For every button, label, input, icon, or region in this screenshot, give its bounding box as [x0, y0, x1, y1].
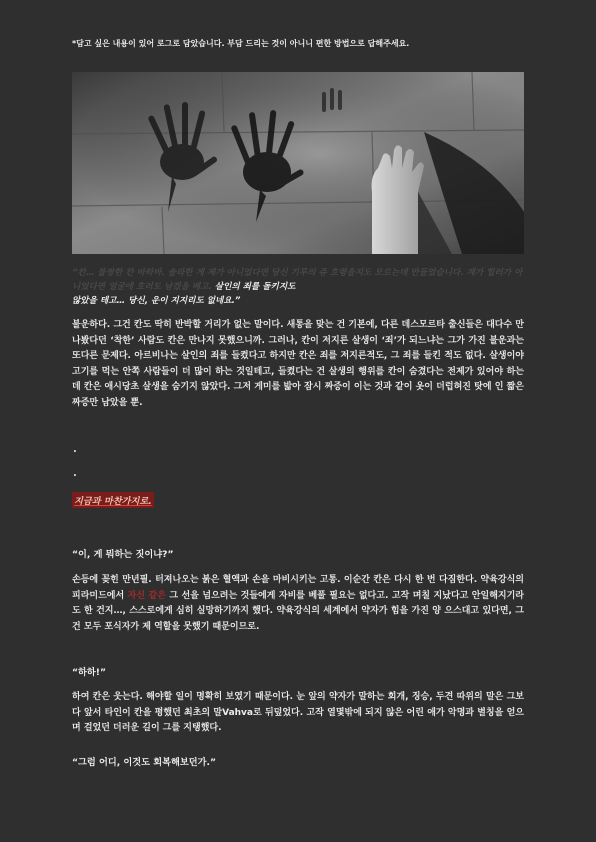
- quote-bright-text-1: 살인의 죄를 돌키지도: [214, 282, 296, 292]
- separator-dot-1: .: [73, 444, 77, 455]
- paragraph-2: [72, 573, 524, 635]
- paragraph-2-text-b: 그 선을 넘으려는 것들에게 자비를 베풀 필요는 없다고. 고작 며칠 지났다고 안일해지기라도 한 건지…, 스스로에게 심히 실망하기까지 했다. 약육강식의 세계에서 약자가 힘을 가진 양 으스대고 있다면, 그건 모두 포식자가 제 역할을 못했기 때문이므로.: [72, 590, 524, 632]
- dialogue-line-3: “그럼 어디, 이것도 회복해보던가.”: [72, 757, 217, 768]
- quote-block: [72, 266, 524, 308]
- handprints-on-wall-photo: [72, 72, 524, 254]
- paragraph-2-red-text: 자신 같은: [127, 590, 166, 601]
- quote-bright-text-2: 않았을 테고… 당신, 운이 지지리도 없네요.”: [72, 296, 241, 306]
- paragraph-2-text-a: 손등에 꽂힌 만년필. 터져나오는 붉은 혈액과 손을 마비시키는 고통. 이순간 칸은 다시 한 번 다짐한다. 약육강식의 피라미드에서: [72, 575, 524, 601]
- dialogue-line-2: “하하!”: [72, 667, 107, 678]
- handprints-illustration: [72, 72, 524, 254]
- paragraph-3: 하여 칸은 웃는다. 해야할 일이 명확히 보였기 때문이다. 눈 앞의 약자가 말하는 회개, 징승, 두견 따위의 말은 그보다 앞서 타인이 칸을 평했던 최초의 말Vahva로 뒤덮었다. 고작 열몇밖에 되지 않은 어린 애가 악명과 별칭을 얻으며 걸었던 더러운 길이 그를 지탱했다.: [72, 692, 524, 734]
- quote-dim-text: “칸… 불쌍한 칸 바하바. 솔라한 게 제가 아니었다면 당신 기루의 쥬 흐령을지도 모르는데 만들었습니다. 계가 힐러가 아니었다면 얼굴에 흐러도 남겠을 베고.: [72, 268, 523, 292]
- author-notice: *담고 싶은 내용이 있어 로그로 담았습니다. 부담 드리는 것이 아니니 편한 방법으로 답해주세요.: [72, 39, 410, 48]
- highlighted-text: 지금과 마찬가지로.: [72, 492, 154, 508]
- paragraph-1: 불운하다. 그건 칸도 딱히 반박할 거리가 없는 말이다. 새통을 맞는 건 기본에, 다른 데스모르타 출신들은 대다수 만나봤다던 ‘착한’ 사람도 칸은 만나지 못했으니까. 그러나, 칸이 저지른 살생이 ‘죄’가 되느냐는 그가 가진 불운과는 또다른 문제다. 아르비나는 살인의 죄를 들켰다고 하지만 칸은 죄를 저지른적도, 그 죄를 들킨 적도 없다. 살생이야 고기를 먹는 안쪽 사람들이 더 많이 하는 것일테고, 들켰다는 건 살생의 행위를 칸이 숨겼다는 전제가 있어야 하는데 칸은 애시당초 살생을 숨기지 않았다. 그저 게미를 밟아 잠시 짜증이 이는 것과 같이 옷이 더럽혀진 탓에 인 짧은 짜증만 남았을 뿐.: [72, 320, 524, 408]
- dialogue-line-1: “이, 게 뭐하는 짓이냐?”: [72, 549, 174, 560]
- separator-dot-2: .: [73, 468, 77, 479]
